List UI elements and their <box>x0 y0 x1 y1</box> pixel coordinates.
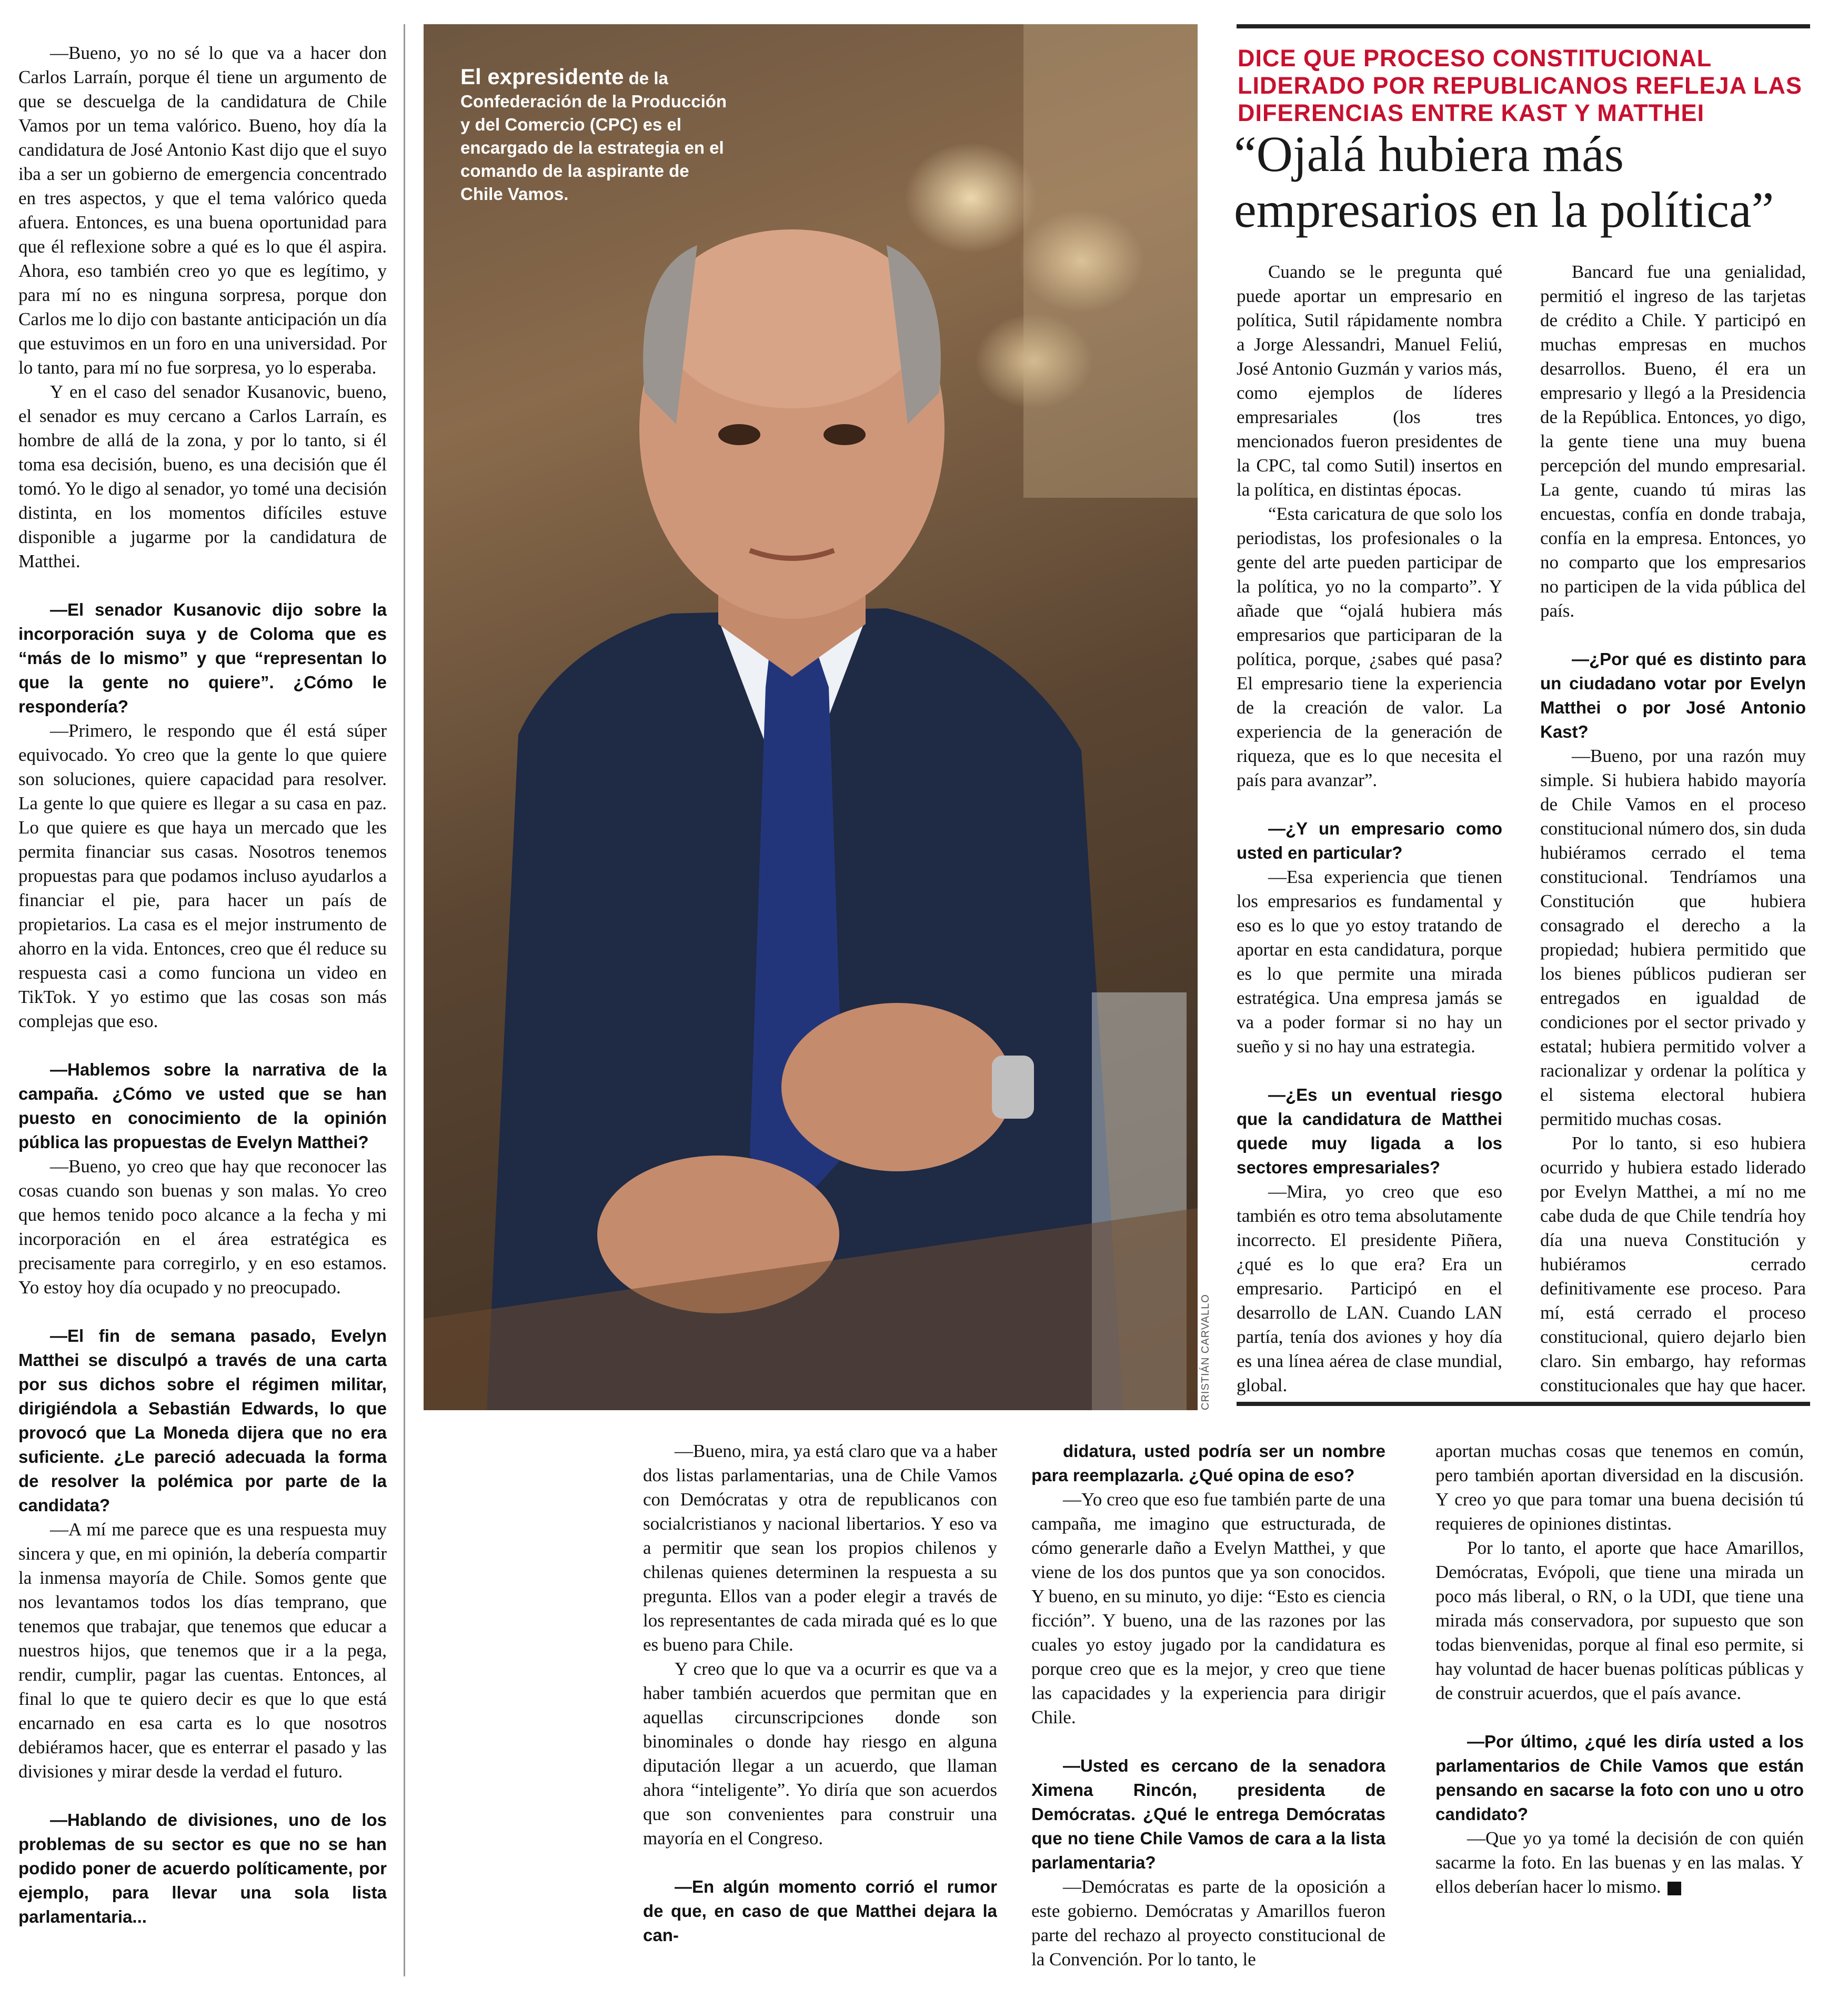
paragraph-text: —Primero, le respondo que él está súper equivocado. Yo creo que la gente lo que quiere son soluciones, quiere capacidad para resolver. La gente lo que quiere es llegar a su casa en paz. Lo que quiere es que haya un mercado que les permita financiar sus casas. Nosotros tenemos propuestas para que podamos incluso ayudarlos a financiar el pie, para hacer un país de propietarios. La casa es el mejor instrumento de ahorro en la vida. Entonces, creo que él reduce su respuesta casi a como funciona un video en TikTok. Y yo estimo que las cosas son más complejas que eso. <box>18 720 387 1031</box>
paragraph-text: —Bueno, mira, ya está claro que va a haber dos listas parlamentarias, una de Chile Vamos con Demócratas y otra de republicanos con socialcristianos y nacional libertarios. Y eso va a permitir que sean los propios chilenos y chilenas quienes determinen la respuesta a su pregunta. Ellos van a poder elegir a través de los representantes de cada mirada qué es lo que es bueno para Chile. <box>643 1441 997 1655</box>
paragraph-text: Y en el caso del senador Kusanovic, bueno, el senador es muy cercano a Carlos Larraín, es hombre de allá de la zona, y por lo tanto, si él toma esa decisión, bueno, es una decisión que él tomó. Yo le digo al senador, yo tomé una decisión distinta, en los momentos difíciles estuve disponible a jugarme por la candidatura de Matthei. <box>18 381 387 571</box>
paragraph-text: aportan muchas cosas que tenemos en común, pero también aportan diversidad en la discusión. Y creo yo que para tomar una buena decisión tú requieres de opiniones distintas. <box>1435 1441 1804 1534</box>
paragraph-text: —Bueno, yo no sé lo que va a hacer don Carlos Larraín, porque él tiene un argumento de que se descuelga de la candidatura de Chile Vamos por un tema valórico. Bueno, hoy día la candidatura de José Antonio Kast dijo que el suyo iba a ser un gobierno de emergencia concentrado en tres aspectos, y que el tema valórico queda afuera. Entonces, es una buena oportunidad para que él reflexione sobre a qué es lo que él aspira. Ahora, eso también creo yo que es legítimo, y para mí no es ninguna sorpresa, porque don Carlos me lo dijo con bastante anticipación un día que estuvimos en un foro en una universidad. Por lo tanto, para mí no fue sorpresa, yo lo esperaba. <box>18 43 387 378</box>
paragraph <box>1237 865 1502 1059</box>
interview-question <box>18 1808 387 1929</box>
paragraph-text: —Hablemos sobre la narrativa de la campaña. ¿Cómo ve usted que se han puesto en conocimiento de la opinión pública las propuestas de Evelyn Matthei? <box>18 1060 387 1152</box>
paragraph <box>1540 260 1806 623</box>
interview-question <box>1031 1754 1385 1875</box>
paragraph-text: —Hablando de divisiones, uno de los problemas de su sector es que no se han podido poner de acuerdo políticamente, por ejemplo, para llevar una sola lista parlamentaria... <box>18 1810 387 1926</box>
paragraph <box>18 1518 387 1784</box>
paragraph-text: Bancard fue una genialidad, permitió el ingreso de las tarjetas de crédito a Chile. Y participó en muchas empresas en muchos desarrollos. Bueno, él era un empresario y llegó a la Presidencia de la República. Entonces, yo digo, la gente tiene una muy buena percepción del mundo empresarial. La gente, cuando tú miras las encuestas, confía en donde trabaja, confía en la empresa. Entonces, yo no comparto que los empresarios no participen de la vida pública del país. <box>1540 262 1806 621</box>
paragraph-text: —¿Y un empresario como usted en particular? <box>1237 819 1502 862</box>
caption-lead: El expresidente <box>460 64 624 89</box>
paragraph-text: —¿Por qué es distinto para un ciudadano votar por Evelyn Matthei o por José Antonio Kast? <box>1540 649 1806 741</box>
interview-question <box>1237 817 1502 865</box>
paragraph-text: —A mí me parece que es una respuesta muy sincera y que, en mi opinión, la debería compartir la inmensa mayoría de Chile. Somos gente que nos levantamos todos los días temprano, que tenemos que trabajar, que tenemos que educar a nuestros hijos, que tenemos que ir a la pega, rendir, cumplir, pagar las cuentas. Entonces, al final lo que te quiero decir es que lo que está encarnado en esa carta es lo que nosotros debiéramos hacer, que es enterrar el pasado y las divisiones y mirar desde la verdad el futuro. <box>18 1519 387 1782</box>
headline: “Ojalá hubiera más empresarios en la política” <box>1234 126 1774 238</box>
end-mark-icon <box>1668 1882 1681 1895</box>
interview-question <box>18 1324 387 1518</box>
paragraph <box>643 1657 997 1851</box>
interview-question <box>1031 1439 1385 1488</box>
paragraph <box>18 1154 387 1300</box>
paragraph-text: —Por último, ¿qué les diría usted a los parlamentarios de Chile Vamos que están pensando en sacarse la foto con uno u otro candidato? <box>1435 1732 1804 1824</box>
paragraph-text: —Que yo ya tomé la decisión de con quién sacarme la foto. En las buenas y en las malas. Y ellos deberían hacer lo mismo. <box>1435 1828 1804 1897</box>
paragraph-text: —Mira, yo creo que eso también es otro tema absolutamente incorrecto. El presidente Piñera, ¿qué es lo que era? Era un empresario. Participó en el desarrollo de LAN. Cuando LAN partía, tenía dos aviones y hoy día es una línea aérea de clase mundial, global. <box>1237 1181 1502 1395</box>
paragraph <box>1435 1439 1804 1536</box>
kicker: DICE QUE PROCESO CONSTITUCIONAL LIDERADO POR REPUBLICANOS REFLEJA LAS DIFERENCIAS ENTRE KAST Y MATTHEI <box>1238 45 1802 126</box>
paragraph <box>1540 744 1806 1131</box>
paragraph <box>1237 1180 1502 1397</box>
paragraph <box>1031 1875 1385 1972</box>
section-rule <box>1237 1402 1810 1406</box>
bottom-column-3 <box>1031 1439 1385 1978</box>
column-1 <box>18 41 387 1977</box>
paragraph-text: —Esa experiencia que tienen los empresarios es fundamental y eso es lo que yo estoy tratando de aportar en esta candidatura, porque es lo que permite una mirada estratégica. Una empresa jamás se va a poder formar si no hay un sueño y si no hay una estrategia. <box>1237 867 1502 1057</box>
paragraph <box>1540 1131 1806 1397</box>
portrait-photo <box>424 24 1198 1410</box>
paragraph-text: —Bueno, yo creo que hay que reconocer las cosas cuando son buenas y son malas. Yo creo que hemos tenido poco alcance a la fecha y mi incorporación en el área estratégica es precisamente para corregirlo, y en eso estamos. Yo estoy hoy día ocupado y no preocupado. <box>18 1156 387 1298</box>
bottom-column-4 <box>1435 1439 1804 1978</box>
interview-question <box>1540 647 1806 744</box>
bottom-column-2 <box>643 1439 997 1978</box>
interview-question <box>643 1875 997 1947</box>
paragraph-text: —Yo creo que eso fue también parte de una campaña, me imagino que estructurada, de cómo generarle daño a Evelyn Matthei, y que viene de los dos puntos que ya son conocidos. Y bueno, en su minuto, yo dije: “Esto es ciencia ficción”. Y bueno, una de las razones por las cuales yo estoy jugado por la candidatura es porque creo que es la mejor, y creo que tiene las capacidades y la experiencia para dirigir Chile. <box>1031 1489 1385 1727</box>
paragraph <box>18 41 387 380</box>
paragraph-text: Y creo que lo que va a ocurrir es que va a haber también acuerdos que permitan que en aquellas circunscripciones donde son binominales o donde hay riesgo en alguna diputación llegar a un acuerdo, que llaman ahora “inteligente”. Yo diría que son acuerdos que son convenientes para construir una mayoría en el Congreso. <box>643 1659 997 1849</box>
paragraph <box>1031 1488 1385 1730</box>
column-divider <box>404 24 405 1976</box>
header-rule <box>1237 24 1810 28</box>
photo-caption <box>460 65 734 206</box>
paragraph <box>18 380 387 574</box>
paragraph-text: —El senador Kusanovic dijo sobre la incorporación suya y de Coloma que es “más de lo mismo” y que “representan lo que la gente no quiere”. ¿Cómo le respondería? <box>18 600 387 716</box>
paragraph-text: —Bueno, por una razón muy simple. Si hubiera habido mayoría de Chile Vamos en el proceso constitucional número dos, sin duda hubiéramos cerrado el tema constitucional. Tendríamos una Constitución que hubiera consagrado el derecho a la propiedad; hubiera permitido que los bienes públicos pudieran ser entregados en igualdad de condiciones por el sector privado y estatal; hubiera permitido volver a racionalizar y ordenar la política y el sistema electoral hubiera permitido muchas cosas. <box>1540 746 1806 1129</box>
column-3 <box>1237 260 1502 1397</box>
interview-question <box>1435 1730 1804 1826</box>
paragraph-text: —En algún momento corrió el rumor de que, en caso de que Matthei dejara la can- <box>643 1877 997 1945</box>
paragraph <box>1237 260 1502 502</box>
interview-question <box>18 598 387 719</box>
paragraph <box>18 719 387 1033</box>
column-4 <box>1540 260 1806 1397</box>
paragraph-text: —Usted es cercano de la senadora Ximena Rincón, presidenta de Demócratas. ¿Qué le entrega Demócratas que no tiene Chile Vamos de cara a la lista parlamentaria? <box>1031 1756 1385 1872</box>
photo-credit: CRISTIÁN CARVALLO <box>1200 1294 1211 1410</box>
paragraph-text: —Demócratas es parte de la oposición a este gobierno. Demócratas y Amarillos fueron parte del rechazo al proyecto constitucional de la Convención. Por lo tanto, le <box>1031 1876 1385 1970</box>
paragraph-text: didatura, usted podría ser un nombre para reemplazarla. ¿Qué opina de eso? <box>1031 1441 1385 1485</box>
paragraph <box>1435 1536 1804 1705</box>
paragraph-text: —El fin de semana pasado, Evelyn Matthei se disculpó a través de una carta por sus dichos sobre el régimen militar, dirigiéndola a Sebastián Edwards, lo que provocó que La Moneda dijera que no era suficiente. ¿Le pareció adecuada la forma de resolver la polémica por parte de la candidata? <box>18 1326 387 1515</box>
paragraph-text: Por lo tanto, el aporte que hace Amarillos, Demócratas, Evópoli, que tiene una mirada un poco más liberal, o RN, o la UDI, que tiene una mirada más conservadora, por supuesto que son todas bienvenidas, porque al final eso permite, si hay voluntad de hacer buenas políticas públicas y de construir acuerdos, que el país avance. <box>1435 1538 1804 1703</box>
paragraph-text: —¿Es un eventual riesgo que la candidatura de Matthei quede muy ligada a los sectores empresariales? <box>1237 1085 1502 1177</box>
paragraph-text: “Esta caricatura de que solo los periodistas, los profesionales o la gente del arte pueden participar de la política, yo no la comparto”. Y añade que “ojalá hubiera más empresarios que participaran de la política, porque, ¿sabes qué pasa? El empresario tiene la experiencia de la creación de valor. La experiencia de la generación de riqueza, que es lo que necesita el país para avanzar”. <box>1237 504 1502 790</box>
paragraph <box>1237 502 1502 792</box>
paragraph-text: Por lo tanto, si eso hubiera ocurrido y hubiera estado liderado por Evelyn Matthei, a mí no me cabe duda de que Chile tendría hoy día una nueva Constitución y hubiéramos cerrado definitivamente ese proceso. Para mí, está cerrado el proceso constitucional, quiero dejarlo bien claro. Sin embargo, hay reformas constitucionales que hay que hacer. <box>1540 1133 1806 1395</box>
paragraph <box>643 1439 997 1657</box>
paragraph <box>1435 1826 1804 1899</box>
paragraph-text: Cuando se le pregunta qué puede aportar un empresario en política, Sutil rápidamente nombra a Jorge Alessandri, Manuel Feliú, José Antonio Guzmán y varios más, como ejemplos de líderes empresariales (los tres mencionados fueron presidentes de la CPC, tal como Sutil) insertos en la política, en distintas épocas. <box>1237 262 1502 500</box>
caption-text: de la Confederación de la Producción y del Comercio (CPC) es el encargado de la estrategia en el comando de la aspirante de Chile Vamos. <box>460 68 727 204</box>
interview-question <box>18 1058 387 1154</box>
portrait-illustration <box>424 24 1198 1410</box>
interview-question <box>1237 1083 1502 1180</box>
